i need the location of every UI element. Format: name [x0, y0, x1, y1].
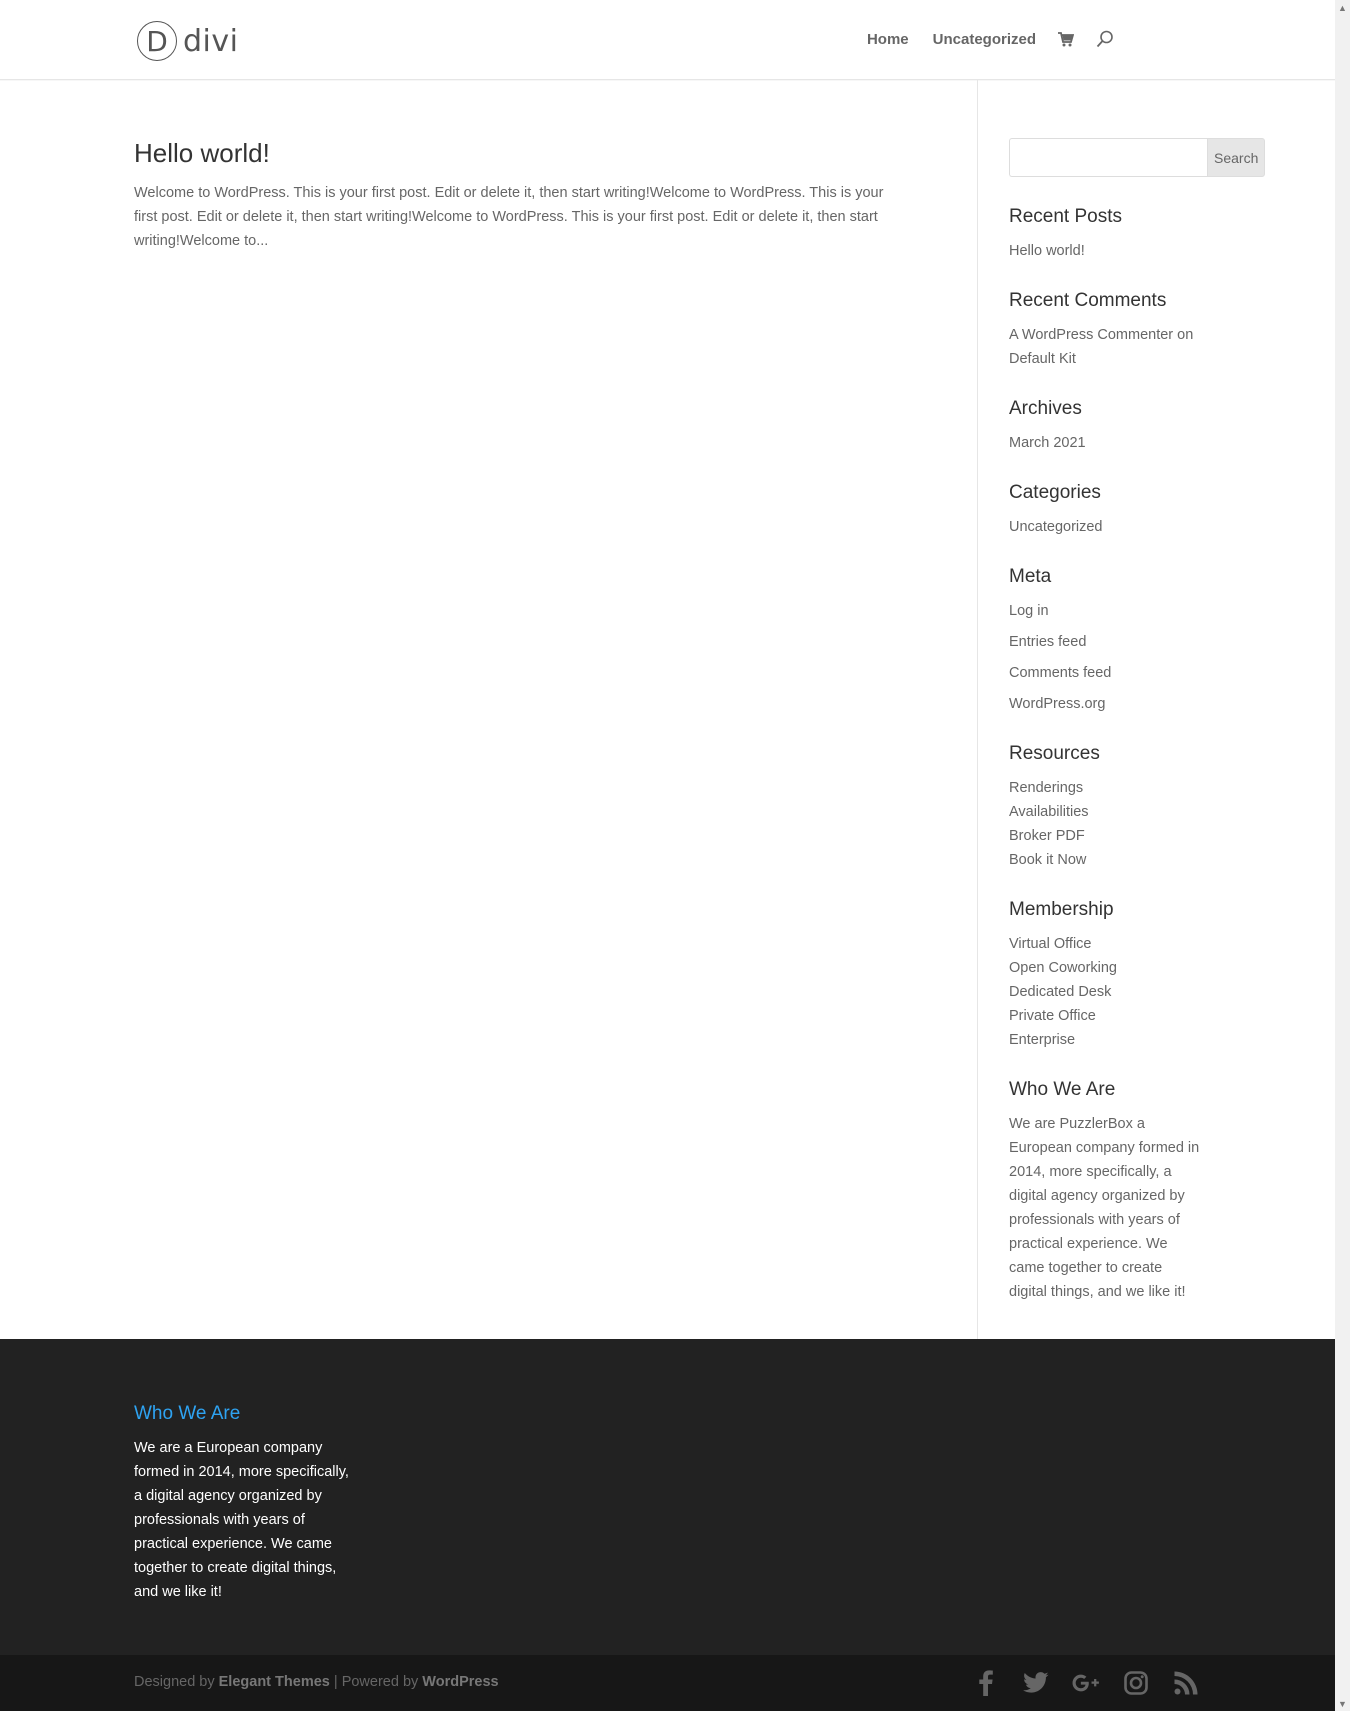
recent-post-link[interactable]: Hello world!: [1009, 243, 1085, 259]
categories-widget: [1009, 481, 1201, 539]
footer-widget-title: Who We Are: [134, 1403, 241, 1424]
meta-link-entries-feed[interactable]: Entries feed: [1009, 634, 1087, 650]
membership-link[interactable]: Open Coworking: [1009, 960, 1117, 976]
comment-post-link[interactable]: Default Kit: [1009, 351, 1076, 367]
recent-comments-widget: [1009, 289, 1201, 371]
rss-icon[interactable]: [1172, 1669, 1200, 1697]
category-link[interactable]: Uncategorized: [1009, 519, 1103, 535]
google-plus-icon[interactable]: [1072, 1669, 1100, 1697]
resource-link[interactable]: Book it Now: [1009, 852, 1087, 868]
sidebar: [1009, 138, 1259, 1330]
membership-link[interactable]: Enterprise: [1009, 1032, 1076, 1048]
search-button[interactable]: Search: [1207, 138, 1265, 177]
footer-bottom-bar: [0, 1655, 1335, 1711]
widget-title: Meta: [1009, 566, 1052, 587]
facebook-icon[interactable]: [972, 1669, 1000, 1697]
footer-widget-text: We are a European company formed in 2014, more specifically, a digital agency organized by professionals with years of practical experience. We came together to create digital things, and we like it!: [134, 1440, 349, 1600]
logo-mark: D: [137, 21, 177, 61]
resource-link[interactable]: Broker PDF: [1009, 828, 1085, 844]
cart-icon[interactable]: [1058, 32, 1074, 47]
meta-link-login[interactable]: Log in: [1009, 603, 1049, 619]
footer-who-we-are-widget: [134, 1402, 359, 1604]
recent-posts-widget: [1009, 205, 1201, 263]
membership-widget: [1009, 898, 1201, 1052]
archives-widget: [1009, 397, 1201, 455]
who-we-are-widget: [1009, 1078, 1201, 1304]
nav-uncategorized[interactable]: Uncategorized: [932, 30, 1036, 48]
credits-separator: |: [333, 1674, 338, 1690]
membership-link[interactable]: Dedicated Desk: [1009, 984, 1112, 1000]
widget-title: Recent Posts: [1009, 206, 1122, 227]
powered-by-text: Powered by: [341, 1674, 419, 1690]
sidebar-divider: [977, 79, 978, 1339]
widget-title: Membership: [1009, 899, 1114, 920]
page-scrollbar[interactable]: [1335, 0, 1350, 1711]
widget-title: Resources: [1009, 743, 1100, 764]
nav-home[interactable]: Home: [866, 30, 909, 48]
widget-title: Recent Comments: [1009, 290, 1167, 311]
logo-text: divi: [183, 23, 239, 59]
recent-comment: [1009, 323, 1201, 371]
post-excerpt: Welcome to WordPress. This is your first post. Edit or delete it, then start writing!Welcome to WordPress. This is your first post. Edit or delete it, then start writing!Welcome to WordPress. This is your first post. Edit or delete it, then start writing!Welcome to...: [134, 185, 884, 249]
twitter-icon[interactable]: [1022, 1669, 1050, 1697]
resource-link[interactable]: Availabilities: [1009, 804, 1089, 820]
meta-link-wordpress-org[interactable]: WordPress.org: [1009, 696, 1106, 712]
search-icon[interactable]: [1096, 30, 1114, 48]
search-input[interactable]: [1009, 138, 1207, 177]
site-footer: [0, 1339, 1335, 1655]
membership-link[interactable]: Virtual Office: [1009, 936, 1092, 952]
comment-on-text: on: [1177, 327, 1194, 343]
comment-author-link[interactable]: A WordPress Commenter: [1009, 327, 1174, 343]
widget-title: Archives: [1009, 398, 1082, 419]
membership-link[interactable]: Private Office: [1009, 1008, 1096, 1024]
archive-link[interactable]: March 2021: [1009, 435, 1086, 451]
footer-credits: [134, 1674, 499, 1690]
post: [134, 137, 904, 253]
main-nav: [843, 30, 1114, 48]
elegant-themes-link[interactable]: Elegant Themes: [218, 1674, 330, 1690]
meta-link-comments-feed[interactable]: Comments feed: [1009, 665, 1112, 681]
site-logo[interactable]: [137, 18, 238, 64]
site-header: [0, 0, 1335, 80]
resources-widget: [1009, 742, 1201, 872]
scroll-up-arrow-icon[interactable]: ▲: [1338, 2, 1347, 13]
scroll-down-arrow-icon[interactable]: ▼: [1338, 1698, 1347, 1709]
widget-title: Categories: [1009, 482, 1101, 503]
post-title[interactable]: Hello world!: [134, 138, 270, 168]
who-we-are-text: We are PuzzlerBox a European company formed in 2014, more specifically, a digital agency organized by professionals with years of practical experience. We came together to create digital things, and we like it!: [1009, 1116, 1200, 1300]
meta-widget: [1009, 565, 1201, 716]
main-content: [134, 137, 904, 253]
wordpress-link[interactable]: WordPress: [422, 1674, 499, 1690]
search-form: [1009, 138, 1259, 177]
resource-link[interactable]: Renderings: [1009, 780, 1084, 796]
designed-by-text: Designed by: [134, 1674, 215, 1690]
social-links: [950, 1669, 1200, 1697]
widget-title: Who We Are: [1009, 1079, 1116, 1100]
instagram-icon[interactable]: [1122, 1669, 1150, 1697]
